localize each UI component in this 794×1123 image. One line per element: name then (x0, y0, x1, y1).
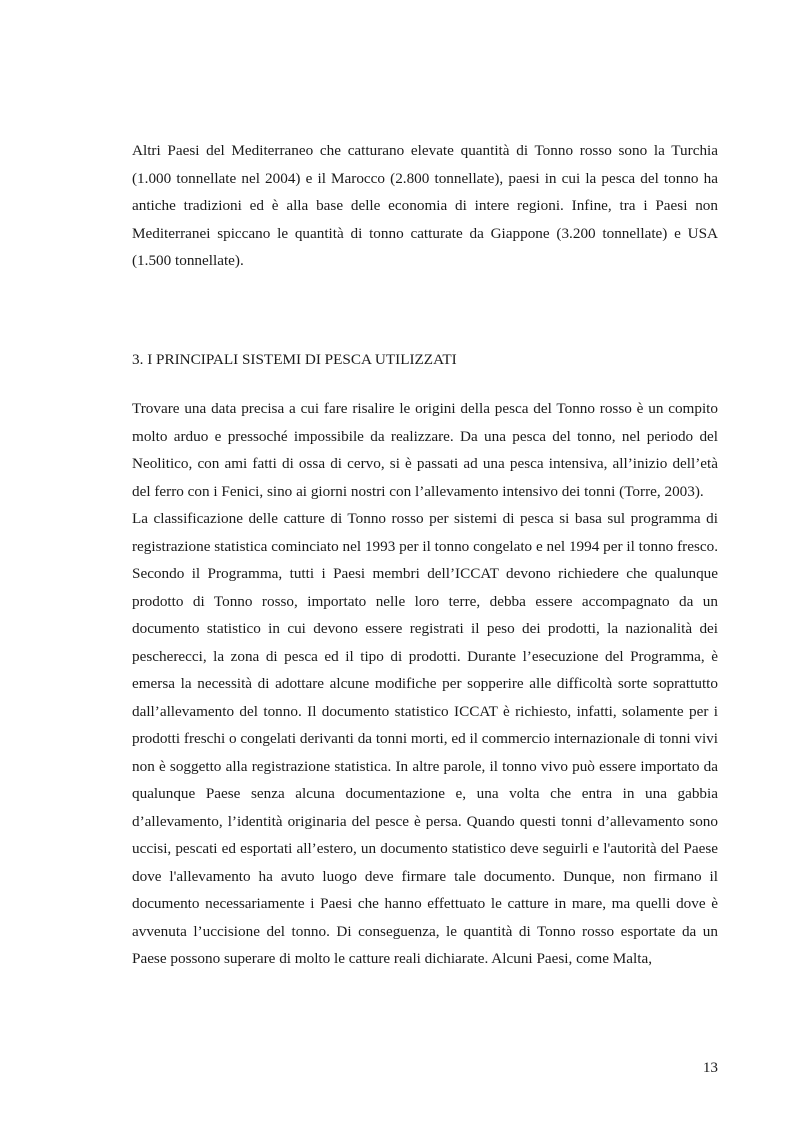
section-body (132, 395, 718, 973)
page-number: 13 (702, 1059, 718, 1076)
body-paragraph: Altri Paesi del Mediterraneo che catturano elevate quantità di Tonno rosso sono la Turchia (1.000 tonnellate nel 2004) e il Marocco (2.800 tonnellate), paesi in cui la pesca del tonno ha antiche tradizioni ed è alla base delle economia di intere regioni. Infine, tra i Paesi non Mediterranei spiccano le quantità di tonno catturate da Giappone (3.200 tonnellate) e USA (1.500 tonnellate). (132, 142, 718, 269)
body-paragraph: La classificazione delle catture di Tonno rosso per sistemi di pesca si basa sul programma di registrazione statistica cominciato nel 1993 per il tonno congelato e nel 1994 per il tonno fresco. Secondo il Programma, tutti i Paesi membri dell’ICCAT devono richiedere che qualunque prodotto di Tonno rosso, importato nelle loro terre, debba essere accompagnato da un documento statistico in cui devono essere registrati il peso dei prodotti, la nazionalità dei pescherecci, la zona di pesca ed il tipo di prodotti. Durante l’esecuzione del Programma, è emersa la necessità di adottare alcune modifiche per sopperire alle difficoltà sorte soprattutto dall’allevamento del tonno. Il documento statistico ICCAT è richiesto, infatti, solamente per i prodotti freschi o congelati derivanti da tonni morti, ed il commercio internazionale di tonni vivi non è soggetto alla registrazione statistica. In altre parole, il tonno vivo può essere importato da qualunque Paese senza alcuna documentazione e, una volta che entra in una gabbia d’allevamento, l’identità originaria del pesce è persa. Quando questi tonni d’allevamento sono uccisi, pescati ed esportati all’estero, un documento statistico deve seguirli e l'autorità del Paese dove l'allevamento ha avuto luogo deve firmare tale documento. Dunque, non firmano il documento necessariamente i Paesi che hanno effettuato le catture in mare, ma quelli dove è avvenuta l’uccisione del tonno. Di conseguenza, le quantità di Tonno rosso esportate da un Paese possono superare di molto le catture reali dichiarate. Alcuni Paesi, come Malta, (132, 510, 718, 967)
section-heading: 3. I PRINCIPALI SISTEMI DI PESCA UTILIZZATI (132, 351, 457, 368)
body-paragraph: Trovare una data precisa a cui fare risalire le origini della pesca del Tonno rosso è un compito molto arduo e pressoché impossibile da realizzare. Da una pesca del tonno, nel periodo del Neolitico, con ami fatti di ossa di cervo, si è passati ad una pesca intensiva, all’inizio dell’età del ferro con i Fenici, sino ai giorni nostri con l’allevamento intensivo dei tonni (Torre, 2003). (132, 400, 718, 500)
